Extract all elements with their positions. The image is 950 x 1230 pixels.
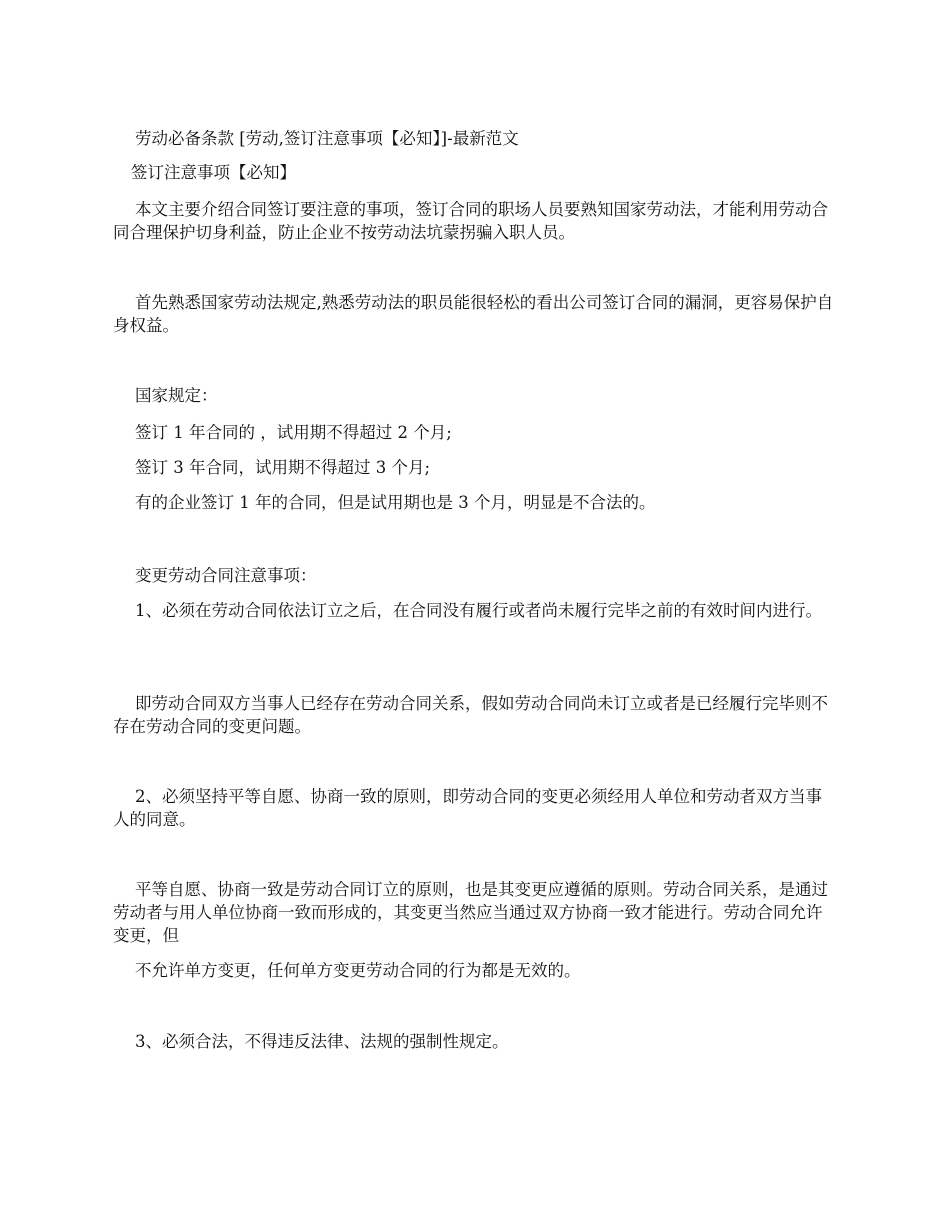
paragraph-rule-1-year: 签订 1 年合同的 ，试用期不得超过 2 个月;	[135, 423, 452, 442]
paragraph-point-2-explain: 平等自愿、协商一致是劳动合同订立的原则，也是其变更应遵循的原则。劳动合同关系，是通过劳动者与用人单位协商一致而形成的，其变更当然应当通过双方协商一致才能进行。劳动合同允许变更，但	[113, 880, 828, 945]
paragraph-national-rules-heading: 国家规定：	[135, 386, 218, 405]
paragraph-no-unilateral: 不允许单方变更，任何单方变更劳动合同的行为都是无效的。	[135, 961, 581, 980]
paragraph-rule-3-year: 签订 3 年合同，试用期不得超过 3 个月;	[135, 458, 431, 477]
document-subtitle: 签订注意事项【必知】	[131, 163, 296, 182]
paragraph-point-2: 2、必须坚持平等自愿、协商一致的原则，即劳动合同的变更必须经用人单位和劳动者双方当事人的同意。	[113, 787, 822, 829]
paragraph-point-1-explain: 即劳动合同双方当事人已经存在劳动合同关系，假如劳动合同尚未订立或者是已经履行完毕则不存在劳动合同的变更问题。	[113, 694, 828, 736]
paragraph-point-1: 1、必须在劳动合同依法订立之后，在合同没有履行或者尚未履行完毕之前的有效时间内进行。	[135, 601, 822, 620]
paragraph-change-heading: 变更劳动合同注意事项：	[135, 566, 317, 585]
paragraph-illegal-example: 有的企业签订 1 年的合同，但是试用期也是 3 个月，明显是不合法的。	[135, 493, 656, 512]
paragraph-familiarize: 首先熟悉国家劳动法规定,熟悉劳动法的职员能很轻松的看出公司签订合同的漏洞，更容易保护自身权益。	[113, 293, 834, 335]
document-title: 劳动必备条款 [劳动,签订注意事项【必知】]-最新范文	[135, 129, 519, 148]
paragraph-intro: 本文主要介绍合同签订要注意的事项，签订合同的职场人员要熟知国家劳动法，才能利用劳动合同合理保护切身利益，防止企业不按劳动法坑蒙拐骗入职人员。	[113, 200, 828, 242]
paragraph-point-3: 3、必须合法，不得违反法律、法规的强制性规定。	[135, 1032, 509, 1051]
